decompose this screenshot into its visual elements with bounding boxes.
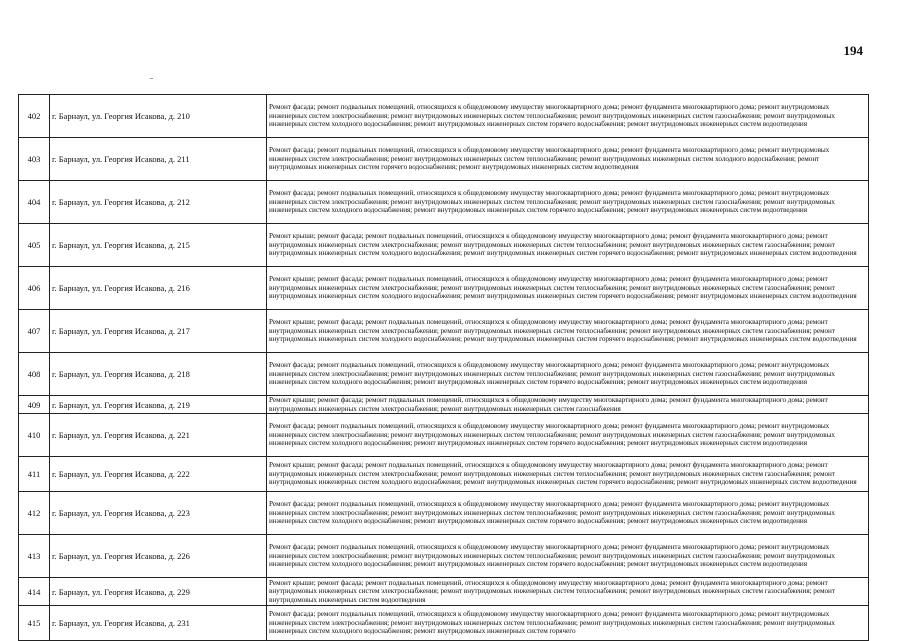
row-address: г. Барнаул, ул. Георгия Исакова, д. 217	[50, 310, 267, 353]
row-address: г. Барнаул, ул. Георгия Исакова, д. 218	[50, 353, 267, 396]
row-number: 409	[19, 396, 50, 414]
document-table-frame	[18, 94, 869, 636]
table-row	[19, 95, 869, 138]
repair-works-table	[18, 94, 869, 641]
row-address: г. Барнаул, ул. Георгия Исакова, д. 210	[50, 95, 267, 138]
row-number: 410	[19, 414, 50, 457]
table-row	[19, 414, 869, 457]
row-address: г. Барнаул, ул. Георгия Исакова, д. 211	[50, 138, 267, 181]
row-number: 405	[19, 224, 50, 267]
scan-mark	[150, 78, 153, 79]
row-address: г. Барнаул, ул. Георгия Исакова, д. 226	[50, 535, 267, 578]
row-works: Ремонт крыши; ремонт фасада; ремонт подвальных помещений, относящихся к общедомовому имуществу многоквартирного дома; ремонт фундамента многоквартирного дома; ремонт внутридомовых инженерных систем электроснабжения; ремонт внутридомовых инженерных систем теплоснабжения; ремонт внутридомовых инженерных систем газоснабжения; ремонт внутридомовых инженерных систем холодного водоснабжения; ремонт внутридомовых инженерных систем горячего водоснабжения; ремонт внутридомовых инженерных систем водоотведения	[267, 224, 869, 267]
table-row	[19, 396, 869, 414]
row-address: г. Барнаул, ул. Георгия Исакова, д. 216	[50, 267, 267, 310]
row-works: Ремонт фасада; ремонт подвальных помещений, относящихся к общедомовому имуществу многоквартирного дома; ремонт фундамента многоквартирного дома; ремонт внутридомовых инженерных систем электроснабжения; ремонт внутридомовых инженерных систем теплоснабжения; ремонт внутридомовых инженерных систем газоснабжения; ремонт внутридомовых инженерных систем холодного водоснабжения; ремонт внутридомовых инженерных систем горячего водоснабжения; ремонт внутридомовых инженерных систем водоотведения	[267, 535, 869, 578]
row-number: 408	[19, 353, 50, 396]
row-number: 411	[19, 457, 50, 492]
row-number: 413	[19, 535, 50, 578]
page-number: 194	[843, 43, 863, 58]
table-row	[19, 492, 869, 535]
row-works: Ремонт фасада; ремонт подвальных помещений, относящихся к общедомовому имуществу многоквартирного дома; ремонт фундамента многоквартирного дома; ремонт внутридомовых инженерных систем электроснабжения; ремонт внутридомовых инженерных систем теплоснабжения; ремонт внутридомовых инженерных систем холодного водоснабжения; ремонт внутридомовых инженерных систем горячего водоснабжения; ремонт внутридомовых инженерных систем водоотведения	[267, 138, 869, 181]
row-address: г. Барнаул, ул. Георгия Исакова, д. 221	[50, 414, 267, 457]
row-works: Ремонт фасада; ремонт подвальных помещений, относящихся к общедомовому имуществу многоквартирного дома; ремонт фундамента многоквартирного дома; ремонт внутридомовых инженерных систем электроснабжения; ремонт внутридомовых инженерных систем теплоснабжения; ремонт внутридомовых инженерных систем газоснабжения; ремонт внутридомовых инженерных систем холодного водоснабжения; ремонт внутридомовых инженерных систем горячего	[267, 606, 869, 641]
table-row	[19, 606, 869, 641]
table-row	[19, 457, 869, 492]
row-number: 402	[19, 95, 50, 138]
table-row	[19, 310, 869, 353]
row-works: Ремонт крыши; ремонт фасада; ремонт подвальных помещений, относящихся к общедомовому имуществу многоквартирного дома; ремонт фундамента многоквартирного дома; ремонт внутридомовых инженерных систем электроснабжения; ремонт внутридомовых инженерных систем теплоснабжения; ремонт внутридомовых инженерных систем газоснабжения; ремонт внутридомовых инженерных систем водоотведения	[267, 578, 869, 606]
row-number: 406	[19, 267, 50, 310]
table-row	[19, 578, 869, 606]
table-row	[19, 267, 869, 310]
row-works: Ремонт крыши; ремонт фасада; ремонт подвальных помещений, относящихся к общедомовому имуществу многоквартирного дома; ремонт фундамента многоквартирного дома; ремонт внутридомовых инженерных систем электроснабжения; ремонт внутридомовых инженерных систем газоснабжения	[267, 396, 869, 414]
row-address: г. Барнаул, ул. Георгия Исакова, д. 215	[50, 224, 267, 267]
row-works: Ремонт фасада; ремонт подвальных помещений, относящихся к общедомовому имуществу многоквартирного дома; ремонт фундамента многоквартирного дома; ремонт внутридомовых инженерных систем электроснабжения; ремонт внутридомовых инженерных систем теплоснабжения; ремонт внутридомовых инженерных систем газоснабжения; ремонт внутридомовых инженерных систем холодного водоснабжения; ремонт внутридомовых инженерных систем горячего водоснабжения; ремонт внутридомовых инженерных систем водоотведения	[267, 181, 869, 224]
table-row	[19, 138, 869, 181]
row-number: 403	[19, 138, 50, 181]
row-address: г. Барнаул, ул. Георгия Исакова, д. 212	[50, 181, 267, 224]
row-address: г. Барнаул, ул. Георгия Исакова, д. 219	[50, 396, 267, 414]
table-body	[19, 95, 869, 641]
row-works: Ремонт фасада; ремонт подвальных помещений, относящихся к общедомовому имуществу многоквартирного дома; ремонт фундамента многоквартирного дома; ремонт внутридомовых инженерных систем электроснабжения; ремонт внутридомовых инженерных систем теплоснабжения; ремонт внутридомовых инженерных систем газоснабжения; ремонт внутридомовых инженерных систем холодного водоснабжения; ремонт внутридомовых инженерных систем горячего водоснабжения; ремонт внутридомовых инженерных систем водоотведения	[267, 95, 869, 138]
row-number: 404	[19, 181, 50, 224]
row-number: 412	[19, 492, 50, 535]
row-works: Ремонт крыши; ремонт фасада; ремонт подвальных помещений, относящихся к общедомовому имуществу многоквартирного дома; ремонт фундамента многоквартирного дома; ремонт внутридомовых инженерных систем электроснабжения; ремонт внутридомовых инженерных систем теплоснабжения; ремонт внутридомовых инженерных систем газоснабжения; ремонт внутридомовых инженерных систем холодного водоснабжения; ремонт внутридомовых инженерных систем горячего водоснабжения; ремонт внутридомовых инженерных систем водоотведения	[267, 267, 869, 310]
row-works: Ремонт фасада; ремонт подвальных помещений, относящихся к общедомовому имуществу многоквартирного дома; ремонт фундамента многоквартирного дома; ремонт внутридомовых инженерных систем электроснабжения; ремонт внутридомовых инженерных систем теплоснабжения; ремонт внутридомовых инженерных систем газоснабжения; ремонт внутридомовых инженерных систем холодного водоснабжения; ремонт внутридомовых инженерных систем горячего водоснабжения; ремонт внутридомовых инженерных систем водоотведения	[267, 353, 869, 396]
table-row	[19, 181, 869, 224]
row-number: 415	[19, 606, 50, 641]
table-row	[19, 224, 869, 267]
row-address: г. Барнаул, ул. Георгия Исакова, д. 223	[50, 492, 267, 535]
row-address: г. Барнаул, ул. Георгия Исакова, д. 222	[50, 457, 267, 492]
row-address: г. Барнаул, ул. Георгия Исакова, д. 231	[50, 606, 267, 641]
row-number: 414	[19, 578, 50, 606]
row-works: Ремонт крыши; ремонт фасада; ремонт подвальных помещений, относящихся к общедомовому имуществу многоквартирного дома; ремонт фундамента многоквартирного дома; ремонт внутридомовых инженерных систем электроснабжения; ремонт внутридомовых инженерных систем теплоснабжения; ремонт внутридомовых инженерных систем газоснабжения; ремонт внутридомовых инженерных систем холодного водоснабжения; ремонт внутридомовых инженерных систем горячего водоснабжения; ремонт внутридомовых инженерных систем водоотведения	[267, 310, 869, 353]
row-address: г. Барнаул, ул. Георгия Исакова, д. 229	[50, 578, 267, 606]
row-works: Ремонт фасада; ремонт подвальных помещений, относящихся к общедомовому имуществу многоквартирного дома; ремонт фундамента многоквартирного дома; ремонт внутридомовых инженерных систем электроснабжения; ремонт внутридомовых инженерных систем теплоснабжения; ремонт внутридомовых инженерных систем газоснабжения; ремонт внутридомовых инженерных систем холодного водоснабжения; ремонт внутридомовых инженерных систем горячего водоснабжения; ремонт внутридомовых инженерных систем водоотведения	[267, 492, 869, 535]
row-works: Ремонт крыши; ремонт фасада; ремонт подвальных помещений, относящихся к общедомовому имуществу многоквартирного дома; ремонт фундамента многоквартирного дома; ремонт внутридомовых инженерных систем электроснабжения; ремонт внутридомовых инженерных систем теплоснабжения; ремонт внутридомовых инженерных систем газоснабжения; ремонт внутридомовых инженерных систем холодного водоснабжения; ремонт внутридомовых инженерных систем горячего водоснабжения; ремонт внутридомовых инженерных систем водоотведения	[267, 457, 869, 492]
row-number: 407	[19, 310, 50, 353]
table-row	[19, 535, 869, 578]
table-row	[19, 353, 869, 396]
row-works: Ремонт фасада; ремонт подвальных помещений, относящихся к общедомовому имуществу многоквартирного дома; ремонт фундамента многоквартирного дома; ремонт внутридомовых инженерных систем электроснабжения; ремонт внутридомовых инженерных систем теплоснабжения; ремонт внутридомовых инженерных систем газоснабжения; ремонт внутридомовых инженерных систем холодного водоснабжения; ремонт внутридомовых инженерных систем горячего водоснабжения; ремонт внутридомовых инженерных систем водоотведения	[267, 414, 869, 457]
